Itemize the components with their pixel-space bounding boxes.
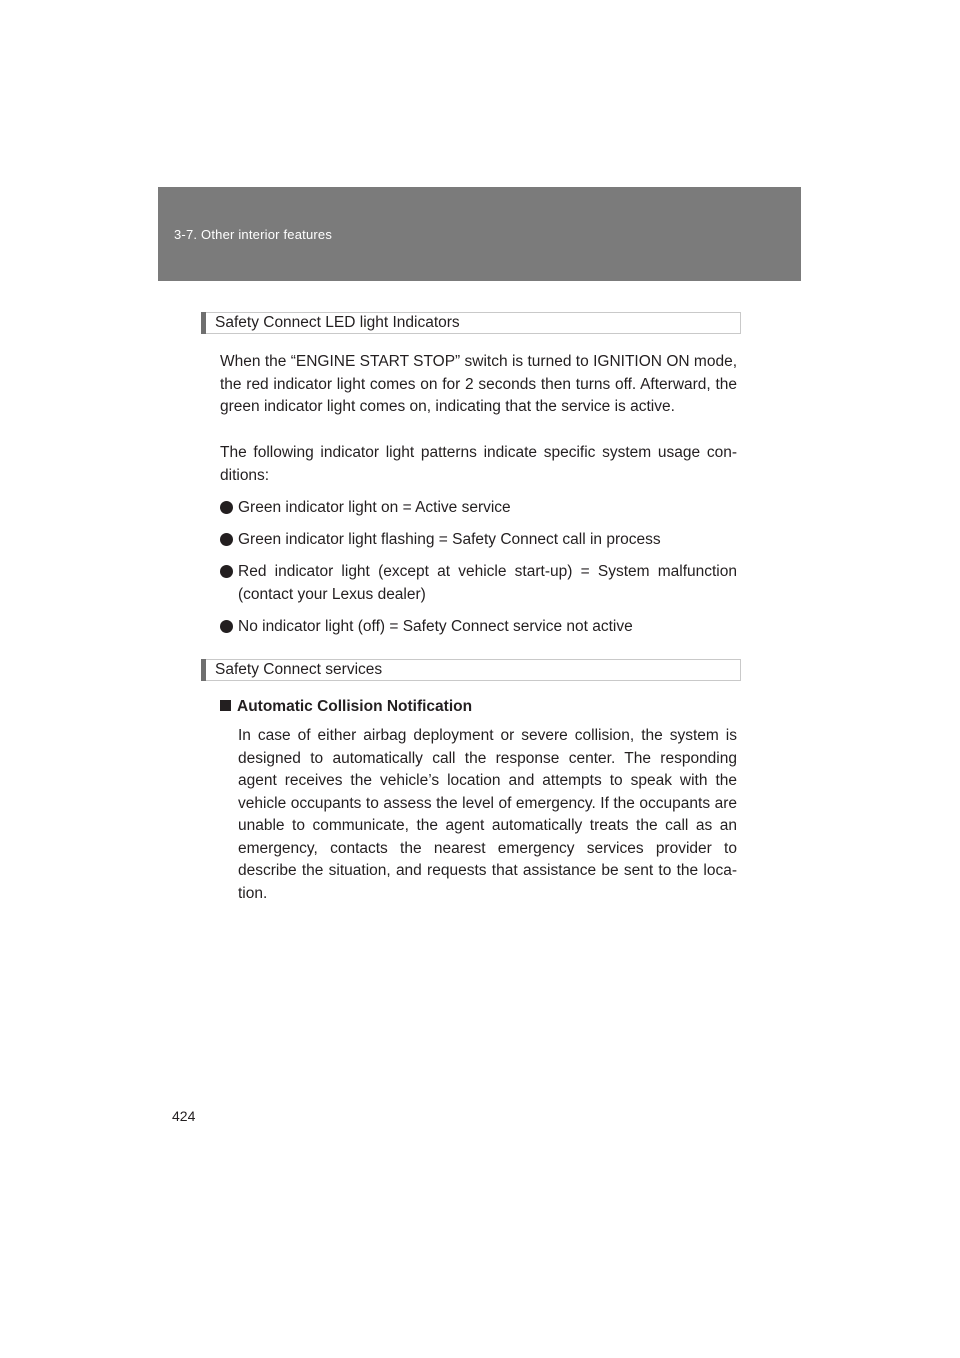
list-item: [220, 497, 737, 520]
list-item: [220, 529, 737, 552]
section-heading-label: Safety Connect services: [215, 661, 383, 678]
intro-paragraph: When the “ENGINE START STOP” switch is turned to IGNITION ON mode, the red indicator light comes on for 2 seconds then turns off. Afterward, the green indicator light comes on, indicating that the service is active.: [220, 353, 737, 415]
square-bullet-icon: [220, 700, 231, 711]
list-item: [220, 561, 737, 606]
list-item-text: Red indicator light (except at vehicle start-up) = System malfunction (contact your Lexus dealer): [238, 563, 737, 603]
heading-accent-bar: [201, 659, 206, 681]
bullet-icon: [220, 620, 233, 633]
list-item-text: Green indicator light flashing = Safety Connect call in process: [238, 531, 661, 548]
subheading-collision-notification: [220, 698, 472, 716]
patterns-paragraph: The following indicator light patterns indicate specific system usage con-ditions:: [220, 444, 737, 484]
section-heading-led-indicators: [201, 312, 741, 334]
subheading-label: Automatic Collision Notification: [237, 698, 473, 715]
section-heading-services: [201, 659, 741, 681]
list-item-text: Green indicator light on = Active service: [238, 499, 511, 516]
section-heading-label: Safety Connect LED light Indicators: [215, 314, 460, 331]
collision-notification-body: In case of either airbag deployment or severe collision, the system is designed to automatically call the response center. The responding agent receives the vehicle’s location and attempts to speak with the vehicle occupants to assess the level of emergency. If the occupants are unable to communicate, the agent automatically treats the call as an emergency, contacts the nearest emergency services provider to describe the situation, and requests that assistance be sent to the loca-tion.: [238, 727, 737, 902]
list-item-text: No indicator light (off) = Safety Connect service not active: [238, 618, 633, 635]
bullet-icon: [220, 501, 233, 514]
chapter-title: 3-7. Other interior features: [174, 227, 333, 242]
page-number: 424: [172, 1108, 196, 1124]
list-item: [220, 616, 737, 639]
chapter-header: [158, 187, 801, 281]
bullet-icon: [220, 533, 233, 546]
heading-accent-bar: [201, 312, 206, 334]
bullet-icon: [220, 565, 233, 578]
